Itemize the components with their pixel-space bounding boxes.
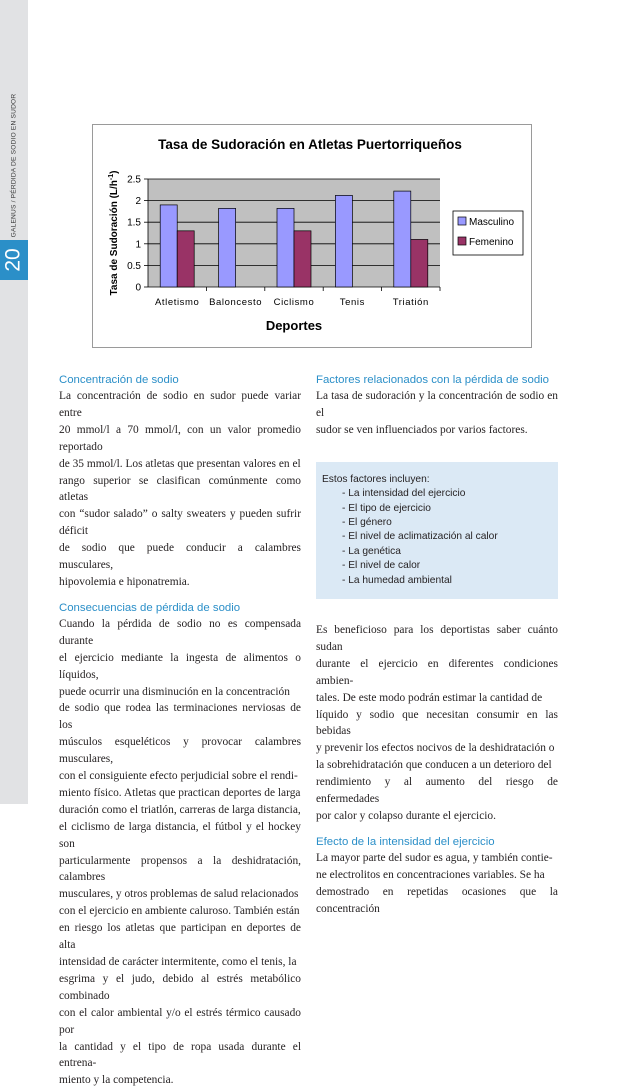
text-line: el ciclismo de larga distancia, el fútbol y el hockey son (59, 820, 301, 850)
chart-title: Tasa de Sudoración en Atletas Puertorriqueños (158, 137, 462, 152)
y-tick-label: 0.5 (127, 260, 141, 272)
text-line: musculares, y otros problemas de salud relacionados (59, 888, 299, 901)
y-axis-label-part: Tasa de Sudoración (L/h (109, 180, 120, 296)
y-axis-label (108, 171, 120, 296)
factor-item: - La genética (342, 545, 401, 557)
text-line: Es beneficioso para los deportistas saber cuánto sudan (316, 623, 558, 653)
text-line: el ejercicio mediante la ingesta de alimentos o líquidos, (59, 651, 301, 681)
chart-frame (92, 124, 532, 348)
legend-label-masculino: Masculino (469, 217, 515, 228)
text-line: rendimiento y al aumento del riesgo de enfermedades (316, 776, 558, 806)
text-line: la sobrehidratación que conducen a un deterioro del (316, 759, 552, 772)
text-line: Cuando la pérdida de sodio no es compensada durante (59, 617, 301, 647)
paragraph (59, 616, 301, 1089)
factor-item: - El nivel de aclimatización al calor (342, 531, 498, 543)
text-line: esgrima y el judo, debido al estrés metabólico combinado (59, 972, 301, 1002)
text-line: por calor y colapso durante el ejercicio. (316, 809, 496, 822)
running-title: GALENUS / PÉRDIDA DE SODIO EN SUDOR (10, 93, 18, 237)
factor-item: - El nivel de calor (342, 560, 421, 572)
section-heading: Consecuencias de pérdida de sodio (59, 601, 241, 614)
text-line: demostrado en repetidas ocasiones que la concentración (316, 885, 558, 915)
right-column (316, 373, 558, 917)
bar-masculino (219, 208, 236, 287)
text-line: de 35 mmol/l. Los atletas que presentan valores en el (59, 457, 301, 470)
y-axis-label-part: -1 (108, 173, 115, 181)
y-tick-label: 1 (135, 239, 141, 251)
paragraph (316, 622, 558, 825)
text-line: miento físico. Atletas que practican deportes de larga (59, 786, 301, 799)
factor-item: - La intensidad del ejercicio (342, 488, 466, 500)
x-tick-label: Triatión (392, 297, 429, 308)
text-line: La mayor parte del sudor es agua, y también contie- (316, 851, 553, 864)
factor-item: - El género (342, 516, 392, 528)
section-gap (59, 591, 301, 601)
text-line: miento y la competencia. (59, 1074, 174, 1087)
legend-swatch-femenino (458, 237, 466, 245)
text-line: puede ocurrir una disminución en la concentración (59, 685, 290, 698)
x-axis-label: Deportes (265, 318, 323, 333)
text-line: con el consiguiente efecto perjudicial sobre el rendi- (59, 770, 298, 783)
paragraph (316, 388, 558, 439)
x-tick-label: Ciclismo (273, 297, 315, 308)
x-tick-label: Baloncesto (209, 297, 263, 308)
text-line: duración como el triatlón, carreras de larga distancia, (59, 803, 301, 816)
text-line: La concentración de sodio en sudor puede variar entre (59, 390, 301, 419)
y-tick-label: 0 (135, 282, 141, 294)
x-tick-label: Atletismo (154, 297, 200, 308)
factors-box (316, 462, 558, 599)
y-tick-label: 2.5 (127, 174, 141, 186)
left-column (59, 373, 301, 1089)
text-line: y prevenir los efectos nocivos de la deshidratación o (316, 742, 555, 755)
text-line: en riesgo los atletas que participan en deportes de alta (59, 922, 301, 952)
factors-intro: Estos factores incluyen: (322, 473, 430, 485)
text-line: ne electrolitos en concentraciones variables. Se ha (316, 868, 545, 881)
sweat-rate-chart (93, 125, 531, 347)
bar-femenino (177, 231, 194, 287)
legend-swatch-masculino (458, 217, 466, 225)
text-line: con “sudor salado” o salty sweaters y pueden sufrir déficit (59, 508, 301, 538)
x-tick-label: Tenis (339, 297, 365, 308)
text-line: de sodio que puede conducir a calambres musculares, (59, 542, 301, 572)
bar-masculino (394, 191, 411, 287)
section-heading: Factores relacionados con la pérdida de sodio (316, 374, 550, 386)
section-heading: Concentración de sodio (59, 374, 179, 386)
text-line: tales. De este modo podrán estimar la cantidad de (316, 691, 543, 704)
bar-masculino (335, 195, 352, 287)
bar-masculino (277, 208, 294, 287)
legend-label-femenino: Femenino (469, 237, 514, 248)
text-line: rango superior se clasifican comúnmente como atletas (59, 474, 301, 504)
text-line: particularmente propensos a la deshidratación, calambres (59, 854, 301, 884)
text-line: la cantidad y el tipo de ropa usada durante el entrena- (59, 1040, 301, 1070)
paragraph (316, 850, 558, 918)
bar-masculino (160, 205, 177, 287)
y-tick-label: 1.5 (127, 217, 141, 229)
text-line: intensidad de carácter intermitente, como el tenis, la (59, 956, 297, 968)
page-number: 20 (1, 248, 25, 272)
y-axis-label-part: ) (109, 170, 120, 174)
text-line: hipovolemia e hiponatremia. (59, 575, 190, 588)
section-gap (316, 825, 558, 835)
text-line: con el calor ambiental y/o el estrés térmico causado por (59, 1006, 301, 1036)
bar-femenino (411, 239, 428, 287)
text-line: 20 mmol/l a 70 mmol/l, con un valor promedio reportado (59, 423, 301, 453)
text-line: con el ejercicio en ambiente caluroso. También están (59, 905, 300, 918)
text-line: músculos esqueléticos y provocar calambres musculares, (59, 736, 301, 766)
paragraph (59, 388, 301, 591)
bar-femenino (294, 231, 311, 287)
text-line: de sodio que rodea las terminaciones nerviosas de los (59, 702, 301, 732)
text-line: sudor se ven influenciados por varios factores. (316, 423, 528, 436)
section-heading: Efecto de la intensidad del ejercicio (316, 835, 495, 848)
y-tick-label: 2 (135, 196, 141, 208)
section-gap (316, 599, 558, 622)
factor-item: - El tipo de ejercicio (342, 502, 431, 514)
text-line: líquido y sodio que necesitan consumir en las bebidas (316, 708, 558, 738)
text-line: durante el ejercicio en diferentes condiciones ambien- (316, 657, 558, 687)
text-line: La tasa de sudoración y la concentración de sodio en el (316, 390, 558, 419)
factor-item: - La humedad ambiental (342, 574, 452, 586)
